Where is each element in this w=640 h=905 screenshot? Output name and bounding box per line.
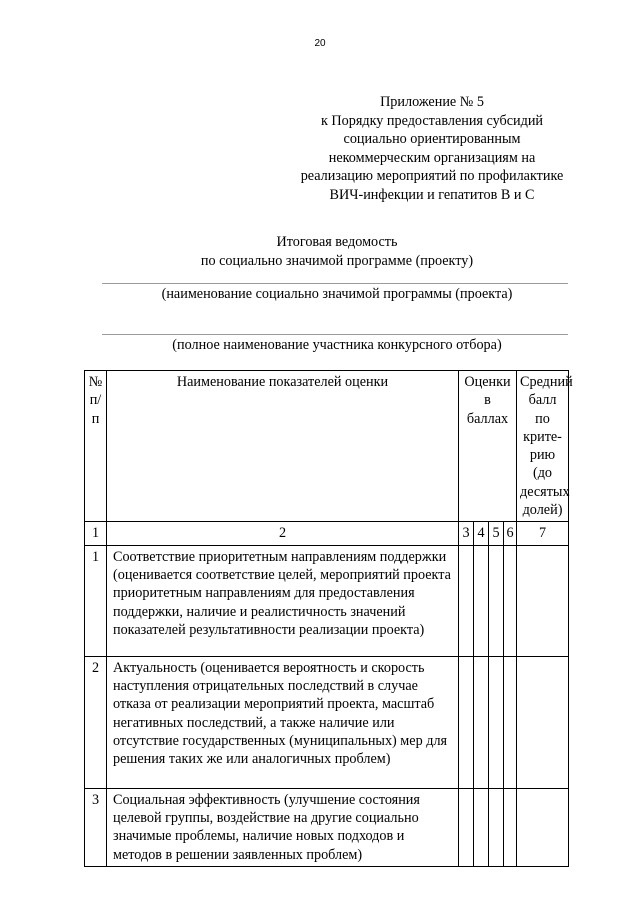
- row-indicator-text: Социальная эффективность (улучшение состояния целевой группы, воздействие на другие социально значимые проблемы, наличие новых подходов и методов в решении заявленных проблем): [107, 788, 459, 866]
- row-num: 1: [85, 545, 107, 656]
- header-indicator-name: Наименование показателей оценки: [107, 371, 459, 522]
- score-cell: [504, 545, 517, 656]
- appendix-line: ВИЧ-инфекции и гепатитов В и С: [329, 186, 535, 203]
- score-cell: [459, 656, 474, 788]
- row-indicator-text: Соответствие приоритетным направлениям поддержки (оценивается соответствие целей, мероприятий проекта приоритетным направлениям для предоставления поддержки, наличие и реалистичность значений показателей результативности реализации проекта): [107, 545, 459, 656]
- table-header-row: [85, 371, 569, 522]
- participant-name-fill-line: [102, 334, 568, 335]
- score-cell: [504, 788, 517, 866]
- evaluation-table: [84, 370, 573, 867]
- title-line-2: по социально значимой программе (проекту): [200, 252, 474, 269]
- column-number: 4: [474, 522, 489, 545]
- column-number: 2: [107, 522, 459, 545]
- document-title: [100, 233, 574, 270]
- appendix-line: социально ориентированным: [343, 131, 521, 147]
- score-cell: [474, 788, 489, 866]
- header-average-score: Средний балл по крите-рию (до десятых долей): [517, 371, 569, 522]
- column-number: 1: [85, 522, 107, 545]
- appendix-line: реализацию мероприятий по профилактике: [300, 168, 564, 184]
- score-cell: [474, 656, 489, 788]
- score-cell: [489, 656, 504, 788]
- table-row: [85, 545, 569, 656]
- average-cell: [517, 545, 569, 656]
- column-number: 5: [489, 522, 504, 545]
- score-cell: [489, 788, 504, 866]
- average-cell: [517, 788, 569, 866]
- program-name-caption: (наименование социально значимой программы (проекта): [161, 286, 513, 302]
- score-cell: [474, 545, 489, 656]
- column-numbers-row: [85, 522, 569, 545]
- score-cell: [459, 545, 474, 656]
- column-number: 3: [459, 522, 474, 545]
- appendix-header: [300, 93, 564, 204]
- appendix-line: Приложение № 5: [380, 94, 484, 110]
- column-number: 6: [504, 522, 517, 545]
- title-line-1: Итоговая ведомость: [276, 234, 398, 250]
- row-indicator-text: Актуальность (оценивается вероятность и скорость наступления отрицательных последствий в случае отказа от реализации мероприятий проекта, масштаб негативных последствий, а также наличие или отсутствие государственных (муниципальных) мер для решения таких же или аналогичных проблем): [107, 656, 459, 788]
- average-cell: [517, 656, 569, 788]
- score-cell: [489, 545, 504, 656]
- score-cell: [504, 656, 517, 788]
- appendix-line: некоммерческим организациям на: [328, 149, 536, 166]
- page-number: 20: [314, 38, 326, 49]
- header-num: № п/п: [85, 371, 107, 522]
- row-num: 3: [85, 788, 107, 866]
- header-scores: Оценки в баллах: [459, 371, 517, 522]
- row-num: 2: [85, 656, 107, 788]
- participant-name-caption: (полное наименование участника конкурсного отбора): [172, 337, 502, 353]
- appendix-line: к Порядку предоставления субсидий: [320, 112, 544, 129]
- table-row: [85, 656, 569, 788]
- score-cell: [459, 788, 474, 866]
- table-row: [85, 788, 569, 866]
- program-name-fill-line: [102, 283, 568, 284]
- column-number: 7: [517, 522, 569, 545]
